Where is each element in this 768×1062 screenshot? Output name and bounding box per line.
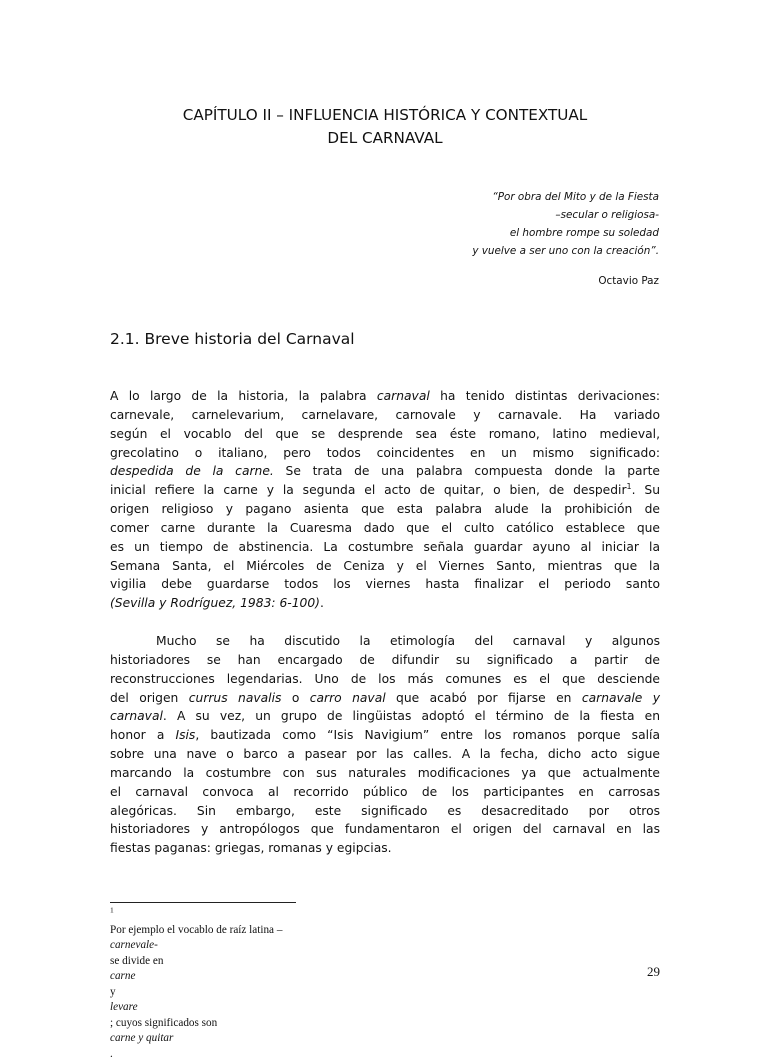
text-line: grecolatino o italiano, pero todos coincidentes en un mismo significado: xyxy=(110,444,660,463)
footnote-number: 1 xyxy=(110,905,114,914)
emphasis-text: Isis xyxy=(175,728,195,742)
text-run: honor a xyxy=(110,728,175,742)
text-line: el carnaval convoca al recorrido público de los participantes en carrosas xyxy=(110,783,660,802)
epigraph-quote xyxy=(380,188,659,260)
epigraph-line: –secular o religiosa- xyxy=(380,206,659,224)
text-line: reconstrucciones legendarias. Uno de los más comunes es el que desciende xyxy=(110,670,660,689)
chapter-title-line: DEL CARNAVAL xyxy=(100,127,670,150)
page-number: 29 xyxy=(620,964,660,980)
text-run: , bautizada como “Isis Navigium” entre los romanos porque salía xyxy=(195,728,660,742)
section-heading: 2.1. Breve historia del Carnaval xyxy=(110,327,355,351)
chapter-title xyxy=(100,104,670,150)
footnote-line xyxy=(110,907,660,1031)
epigraph-line: “Por obra del Mito y de la Fiesta xyxy=(380,188,659,206)
text-line xyxy=(110,689,660,708)
text-line xyxy=(110,481,660,500)
footnote-line xyxy=(110,1031,660,1062)
text-line: Semana Santa, el Miércoles de Ceniza y el Viernes Santo, mientras que la xyxy=(110,557,660,576)
emphasis-text: currus navalis xyxy=(189,691,282,705)
emphasis-text: carnaval xyxy=(110,709,163,723)
text-line xyxy=(110,707,660,726)
text-line: historiadores se han encargado de difundir su significado a partir de xyxy=(110,651,660,670)
footnote xyxy=(110,907,660,1062)
chapter-title-line: CAPÍTULO II – INFLUENCIA HISTÓRICA Y CONTEXTUAL xyxy=(100,104,670,127)
text-line: sobre una nave o barco a pasear por las calles. A la fecha, dicho acto sigue xyxy=(110,745,660,764)
footnote-divider xyxy=(110,902,296,903)
text-line: Mucho se ha discutido la etimología del carnaval y algunos xyxy=(110,632,660,651)
text-line: fiestas paganas: griegas, romanas y egipcias. xyxy=(110,839,660,858)
citation-text: (Sevilla y Rodríguez, 1983: 6-100) xyxy=(110,596,320,610)
text-run: o xyxy=(281,691,309,705)
emphasis-text: carro naval xyxy=(310,691,386,705)
text-run: se divide en xyxy=(110,954,660,970)
emphasis-text: carnavale y xyxy=(582,691,660,705)
text-line xyxy=(110,726,660,745)
text-run: Se trata de una palabra compuesta donde la parte xyxy=(274,464,660,478)
body-paragraph xyxy=(110,387,660,613)
text-line: alegóricas. Sin embargo, este significado es desacreditado por otros xyxy=(110,802,660,821)
text-run: . xyxy=(110,1047,660,1062)
text-run: y xyxy=(110,985,660,1001)
text-run: . Su xyxy=(632,483,660,497)
epigraph-author: Octavio Paz xyxy=(480,274,659,288)
footnote-reference[interactable]: 1 xyxy=(627,482,632,491)
emphasis-text: carnaval xyxy=(377,389,430,403)
text-run: inicial refiere la carne y la segunda el acto de quitar, o bien, de despedir xyxy=(110,483,627,497)
epigraph-line: el hombre rompe su soledad xyxy=(380,224,659,242)
text-line: es un tiempo de abstinencia. La costumbre señala guardar ayuno al iniciar la xyxy=(110,538,660,557)
text-line: carnevale, carnelevarium, carnelavare, carnovale y carnavale. Ha variado xyxy=(110,406,660,425)
text-line: comer carne durante la Cuaresma dado que el culto católico establece que xyxy=(110,519,660,538)
text-run: ha tenido distintas derivaciones: xyxy=(430,389,660,403)
text-line: origen religioso y pagano asienta que esta palabra alude la prohibición de xyxy=(110,500,660,519)
emphasis-text: carnevale- xyxy=(110,939,158,951)
text-line: según el vocablo del que se desprende sea éste romano, latino medieval, xyxy=(110,425,660,444)
emphasis-text: carne y quitar xyxy=(110,1032,173,1044)
text-run: del origen xyxy=(110,691,189,705)
text-line xyxy=(110,387,660,406)
body-paragraph xyxy=(110,632,660,858)
text-run: que acabó por fijarse en xyxy=(386,691,582,705)
text-line xyxy=(110,594,660,613)
text-run: . xyxy=(320,596,324,610)
emphasis-text: carne xyxy=(110,970,135,982)
text-run: . A su vez, un grupo de lingüistas adoptó el término de la fiesta en xyxy=(163,709,660,723)
emphasis-text: levare xyxy=(110,1001,138,1013)
text-line: historiadores y antropólogos que fundamentaron el origen del carnaval en las xyxy=(110,820,660,839)
text-run: A lo largo de la historia, la palabra xyxy=(110,389,377,403)
text-run: ; cuyos significados son xyxy=(110,1016,660,1032)
text-line: vigilia debe guardarse todos los viernes hasta finalizar el periodo santo xyxy=(110,575,660,594)
text-run: Por ejemplo el vocablo de raíz latina – xyxy=(110,923,660,939)
text-line: marcando la costumbre con sus naturales modificaciones ya que actualmente xyxy=(110,764,660,783)
epigraph-line: y vuelve a ser uno con la creación”. xyxy=(380,242,659,260)
text-line xyxy=(110,462,660,481)
emphasis-text: despedida de la carne. xyxy=(110,464,274,478)
